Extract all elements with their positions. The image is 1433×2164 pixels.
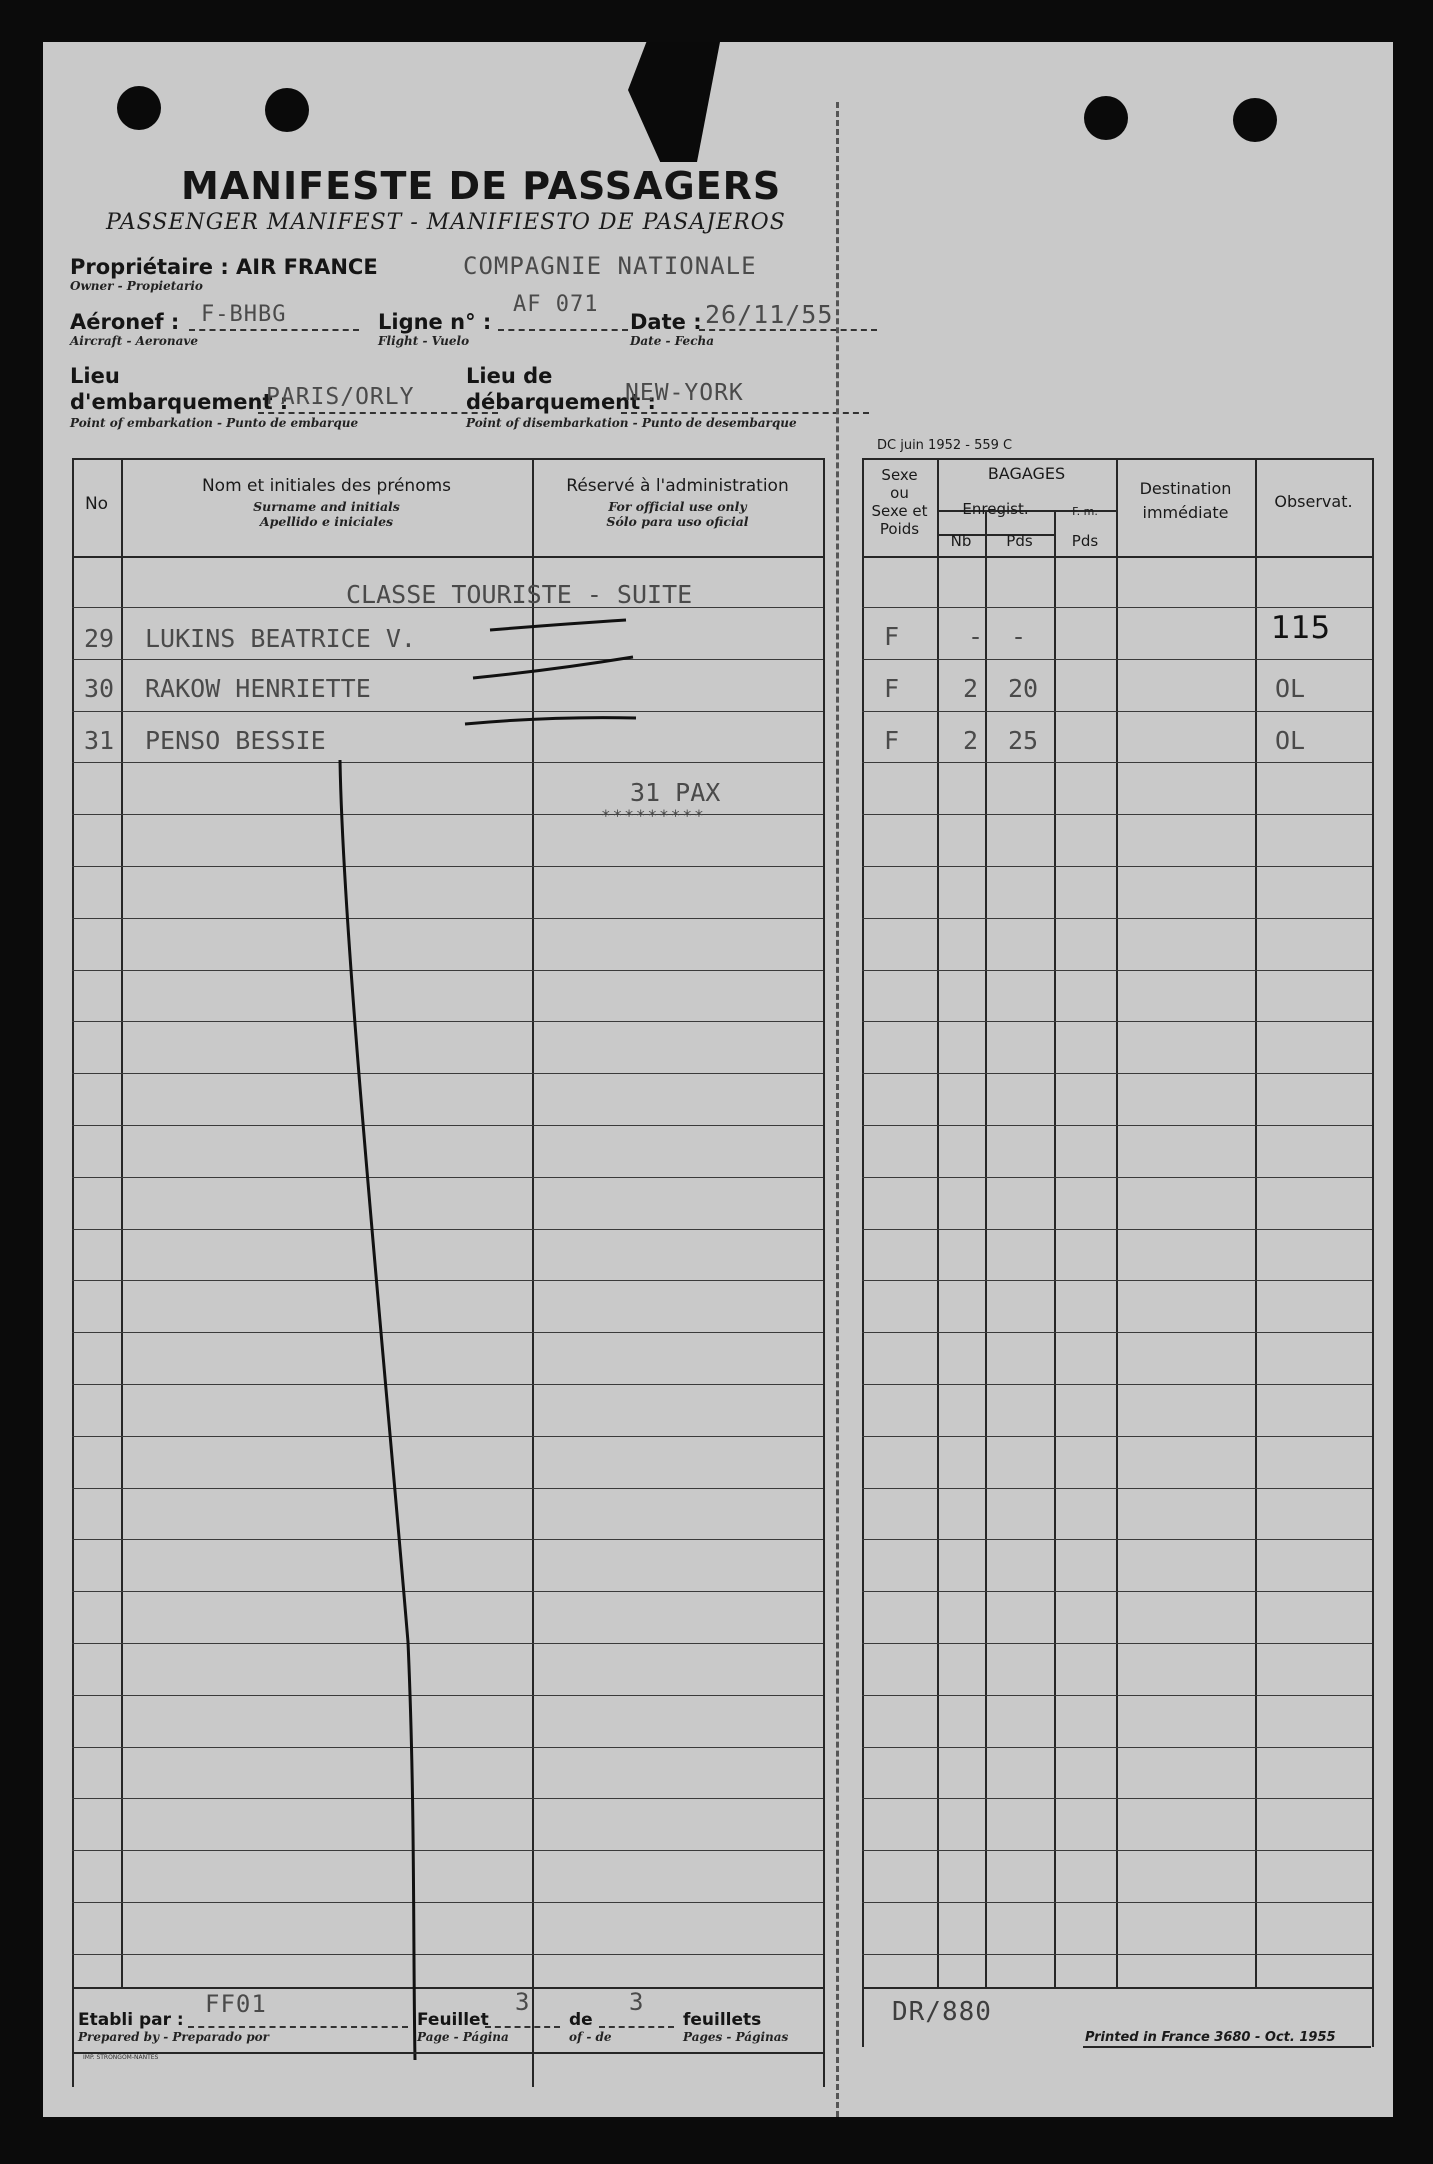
row-no: 29 [84,624,115,653]
col-header-fm-pds: Pds [1071,532,1099,550]
row-no: 31 [84,726,115,755]
embark-label-line1: Lieu [70,364,120,388]
section-label: CLASSE TOURISTE - SUITE [346,580,693,609]
col-header-observ: Observat. [1274,492,1353,511]
printer-imprint: IMP. STRONGOM-NANTES [83,2054,159,2061]
col-header-sex-2: ou [890,484,909,502]
col-header-enregist: Enregist. [962,500,1029,518]
col-header-sex-1: Sexe [881,466,918,484]
form-code: DC juin 1952 - 559 C [877,438,1013,453]
col-header-admin-es: Sólo para uso oficial [606,514,749,529]
prepared-value: FF01 [205,1990,267,2018]
printed-in-france: Printed in France 3680 - Oct. 1955 [1085,2030,1336,2045]
date-label: Date : [630,310,702,334]
col-header-destination-1: Destination [1139,479,1232,498]
row-name: LUKINS BEATRICE V. [145,624,416,653]
flight-label: Ligne n° : [378,310,492,334]
col-header-no: No [84,494,109,514]
owner-value: COMPAGNIE NATIONALE [463,252,757,280]
handwritten-strokes [43,42,1393,2117]
embark-sublabel: Point of embarkation - Punto de embarque [70,416,359,430]
col-header-bagages: BAGAGES [987,464,1066,483]
row-nb: - [968,622,984,651]
col-header-fm: F. m. [1072,505,1098,518]
footer-right-left-edge [862,1987,864,2047]
flight-sublabel: Flight - Vuelo [378,334,470,348]
row-name: PENSO BESSIE [145,726,326,755]
col-header-sex-4: Poids [879,520,920,538]
document-title: MANIFESTE DE PASSAGERS [181,164,782,208]
of-sublabel: of - de [569,2030,612,2044]
pen-stroke [473,657,633,678]
aircraft-label: Aéronef : [70,310,180,334]
prepared-sublabel: Prepared by - Preparado por [78,2030,269,2044]
flight-value: AF 071 [513,292,599,317]
of-label: de [569,2010,593,2030]
row-sex: F [884,622,900,651]
embark-value: PARIS/ORLY [266,384,415,410]
prepared-line [188,2026,408,2028]
pen-stroke [490,620,626,630]
col-header-pds: Pds [1006,532,1033,550]
document-subtitle: PASSENGER MANIFEST - MANIFIESTO DE PASAJEROS [106,210,786,235]
total-passengers: 31 PAX [630,778,721,807]
disembark-sublabel: Point of disembarkation - Punto de desembarque [466,416,797,430]
row-observ: OL [1275,726,1306,755]
disembark-value: NEW-YORK [625,380,744,406]
aircraft-value: F-BHBG [201,302,287,327]
row-observ: 115 [1271,610,1331,646]
sheet-sublabel: Page - Página [417,2030,509,2044]
row-no: 30 [84,674,115,703]
footer-right-edge [1372,1987,1374,2047]
col-header-admin-en: For official use only [608,499,747,514]
owner-label: Propriétaire : AIR FRANCE [70,255,378,279]
pen-stroke [465,718,636,724]
col-header-admin: Réservé à l'administration [566,476,789,496]
row-sex: F [884,726,900,755]
sheet-label: Feuillet [417,2010,489,2030]
col-header-name-en: Surname and initials [253,499,400,514]
of-value: 3 [629,1988,645,2016]
owner-sublabel: Owner - Propietario [70,279,203,293]
footer-right-line [1083,2046,1371,2048]
row-name: RAKOW HENRIETTE [145,674,371,703]
aircraft-sublabel: Aircraft - Aeronave [70,334,199,348]
pages-sublabel: Pages - Páginas [683,2030,789,2044]
prepared-label: Etabli par : [78,2010,184,2030]
footer-bottom-line [72,2052,823,2054]
col-header-sex-3: Sexe et [871,502,928,520]
total-stars: ********* [601,806,706,825]
date-sublabel: Date - Fecha [630,334,714,348]
of-line [599,2026,674,2028]
col-header-name-es: Apellido e iniciales [259,514,394,529]
row-pds: - [1011,622,1027,651]
row-pds: 20 [1008,674,1039,703]
disembark-label-line2: débarquement : [466,390,656,414]
row-observ: OL [1275,674,1306,703]
pen-stroke [340,760,415,2060]
row-pds: 25 [1008,726,1039,755]
sheet-value: 3 [515,1988,531,2016]
sheet-line [485,2026,560,2028]
reference-number: DR/880 [892,1997,992,2027]
col-header-destination-2: immédiate [1142,503,1229,522]
row-sex: F [884,674,900,703]
manifest-sheet [43,42,1393,2117]
col-header-name: Nom et initiales des prénoms [201,476,452,496]
row-nb: 2 [963,726,979,755]
date-value: 26/11/55 [705,300,834,329]
row-nb: 2 [963,674,979,703]
embark-label-line2: d'embarquement : [70,390,289,414]
disembark-label-line1: Lieu de [466,364,553,388]
col-header-nb: Nb [950,532,972,550]
pages-label: feuillets [683,2010,762,2030]
